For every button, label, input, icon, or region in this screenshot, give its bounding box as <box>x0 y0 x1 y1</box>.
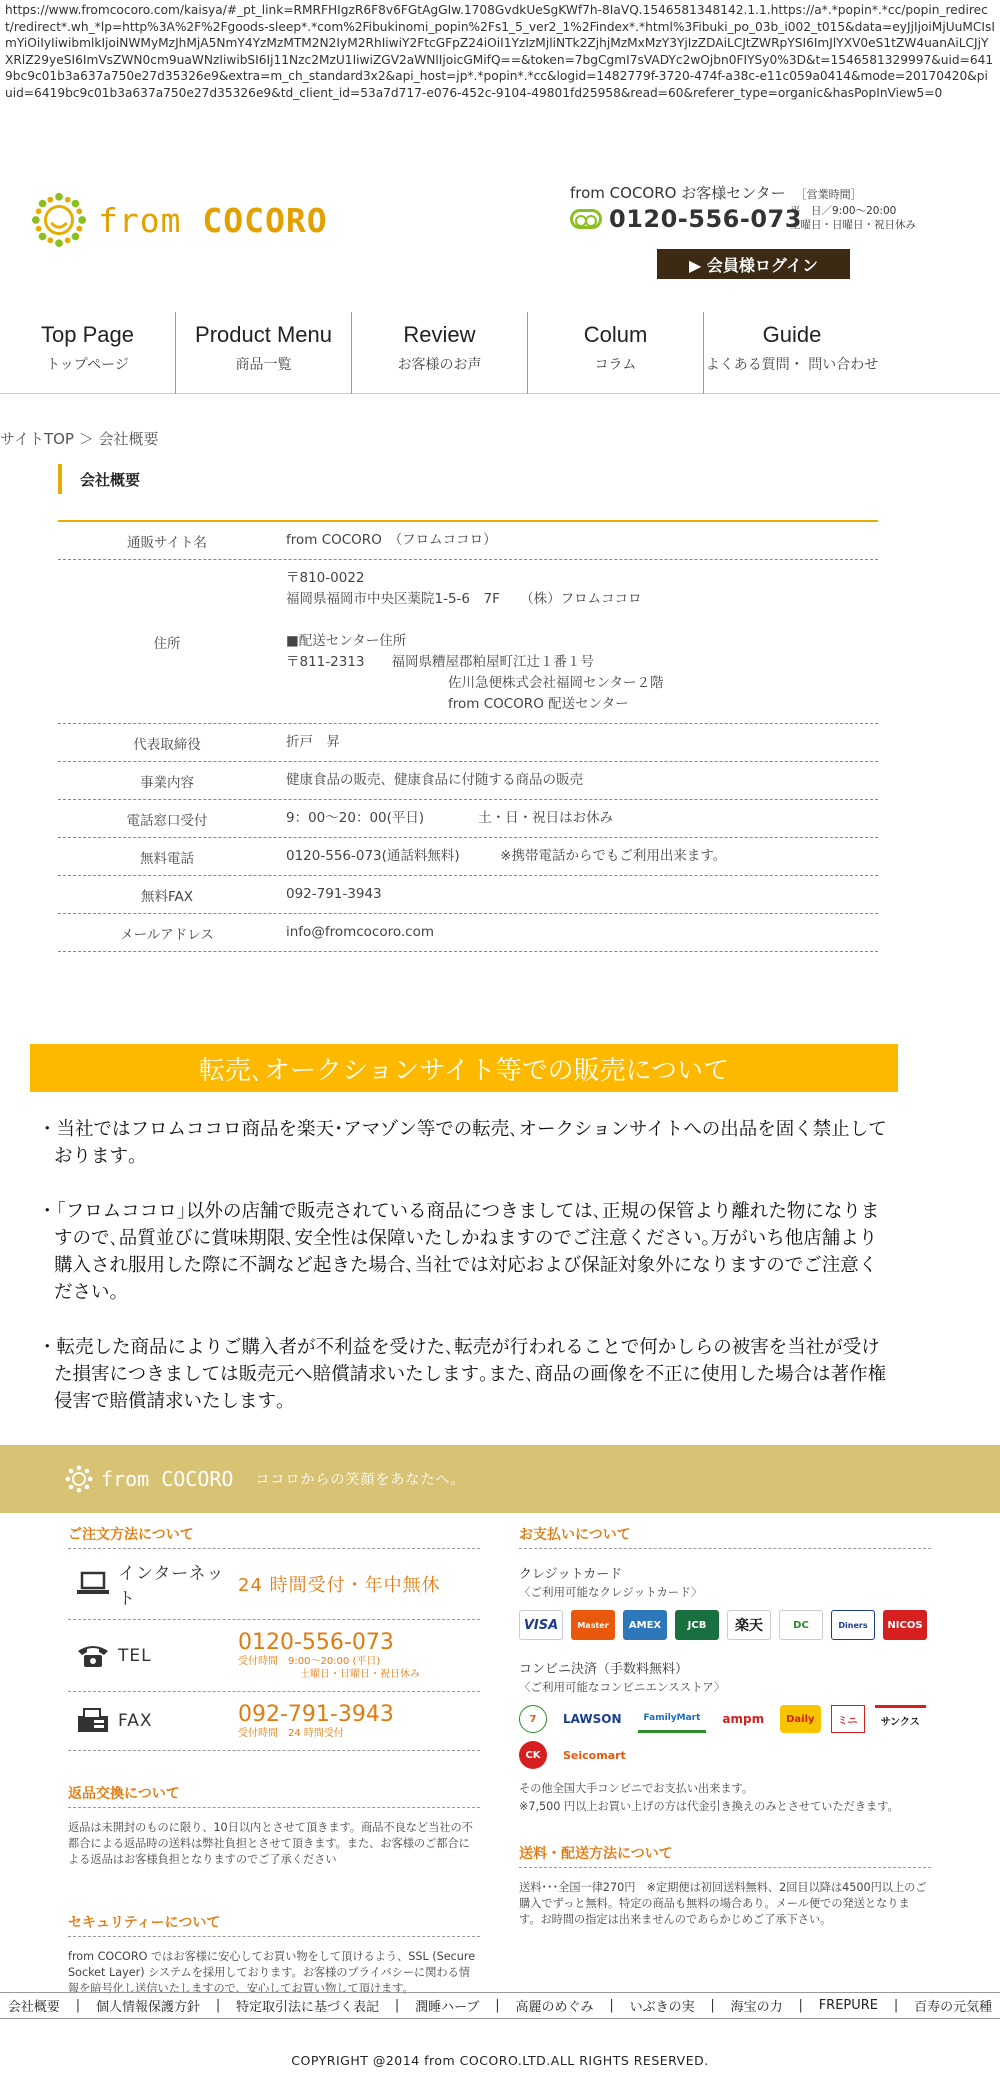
amex-card-icon: AMEX <box>623 1610 667 1640</box>
seven-eleven-icon: 7 <box>519 1705 547 1733</box>
ampm-icon: ampm <box>722 1712 765 1726</box>
nav-review[interactable]: Review お客様のお声 <box>352 312 528 394</box>
shipping-title: 送料・配送方法について <box>519 1843 931 1868</box>
customer-center-title: from COCORO お客様センター ［営業時間］ <box>570 184 862 202</box>
footer-band <box>0 1445 1000 1513</box>
order-fax[interactable]: FAX 092-791-3943 受付時間 24 時間受付 <box>68 1692 480 1751</box>
footer-link-kaiho[interactable]: 海宝の力 <box>730 2000 783 2015</box>
list-item: ・転売した商品によりご購入者が不利益を受けた､転売が行われることで何かしらの被害を当社が受けた損害につきましては販売元へ賠償請求いたします｡また､商品の画像を不正に使用した場合は著作権侵害で賠償請求いたします｡ <box>38 1337 887 1412</box>
list-item: ・当社ではフロムココロ商品を楽天･アマゾン等での転売､オークションサイトへの出品を固く禁止しております｡ <box>38 1119 887 1167</box>
credit-card-list <box>519 1610 931 1640</box>
rakuten-card-icon: 楽天 <box>727 1610 771 1640</box>
footer-link-tokutei[interactable]: 特定取引法に基づく表記 <box>236 2000 380 2015</box>
dc-card-icon: DC <box>779 1610 823 1640</box>
daily-yamazaki-icon: Daily <box>780 1705 820 1733</box>
familymart-icon: FamilyMart <box>638 1705 707 1733</box>
footer-link-frepure[interactable]: FREPURE <box>818 1998 879 2013</box>
member-login-button[interactable]: ▶ 会員様ログイン <box>657 249 850 279</box>
footer-link-junsui[interactable]: 潤睡ハーブ <box>415 2000 480 2015</box>
lawson-icon: LAWSON <box>563 1712 622 1726</box>
table-row: メールアドレス info@fromcocoro.com <box>58 914 878 952</box>
footer-link-korai[interactable]: 高麗のめぐみ <box>515 2000 594 2015</box>
flower-logo-icon <box>30 191 88 249</box>
list-item: ・｢フロムココロ｣以外の店舗で販売されている商品につきましては､正規の保管より離れた物になりますので､品質並びに賞味期限､安全性は保障いたしかねますのでご注意ください｡万がいち他店舗より購入され服用した際に不調など起きた場合､当社では対応および保証対象外になりますのでご注意ください｡ <box>38 1201 880 1303</box>
address-value: 〒810-0022 福岡県福岡市中央区薬院1-5-6 7F （株）フロムココロ ■配送センター住所 〒811-2313 福岡県糟屋郡粕屋町江辻１番１号 佐川急便株式会社福岡センター２階 from COCORO 配送センター <box>286 570 664 712</box>
jcb-card-icon: JCB <box>675 1610 719 1640</box>
footer-tagline: ココロからの笑顔をあなたへ。 <box>255 1472 466 1488</box>
shipping-text: 送料･･･全国一律270円 ※定期便は初回送料無料、2回目以降は4500円以上のご購入でずっと無料。特定の商品も無料の場合あり。メール便での発送となります。お時間の指定は出来ませんのであらかじめご了承下さい。 <box>519 1881 927 1926</box>
mastercard-icon: Master <box>571 1610 615 1640</box>
footer-right-column: お支払いについて クレジットカード 〈ご利用可能なクレジットカード〉 VISA Master AMEX JCB 楽天 DC Diners NICOS コンビニ決済（手数料無料） 〈ご利用可能なコンビニエンスストア〉 7 LAWSON FamilyMart ampm Daily ミニ サンクス CK Seicomart その他全国大手コンビニでお支払い出来ます。 ※7,500 円以上お買い上げの方は代金引き換えのみとさせていただきます。 送料・配送方法について 送料･･･全国一律270円 ※定期便は初回送料無料、2回目以降は4500円以上のご購入でずっと無料。特定の商品も無料の場合あり。メール便での発送となります。お時間の指定は出来ませんのであらかじめご了承下さい。 <box>519 1524 931 1928</box>
footer-link-ibuki[interactable]: いぶきの実 <box>629 2000 695 2015</box>
fax-icon <box>76 1708 110 1734</box>
resale-notice-banner: 転売､オークションサイト等での販売について <box>30 1044 898 1092</box>
header-hours: 平 日／9:00～20:00 土曜日・日曜日・祝日休み <box>790 205 916 231</box>
order-method-title: ご注文方法について <box>68 1524 480 1549</box>
free-dial-icon <box>570 209 602 229</box>
company-info-table <box>58 520 878 952</box>
table-row: 事業内容 健康食品の販売、健康食品に付随する商品の販売 <box>58 762 878 800</box>
circle-k-icon: CK <box>519 1741 547 1769</box>
seicomart-icon: Seicomart <box>563 1748 626 1762</box>
security-title: セキュリティーについて <box>68 1912 480 1937</box>
order-tel[interactable]: TEL 0120-556-073 受付時間 9:00～20:00 (平日) 土曜日・日曜日・祝日休み <box>68 1620 480 1692</box>
fax-number: 092-791-3943 <box>238 1702 394 1727</box>
footer-left-column <box>68 1524 480 1997</box>
convenience-store-list <box>519 1705 931 1769</box>
breadcrumb-current: 会社概要 <box>98 430 159 448</box>
footer-link-privacy[interactable]: 個人情報保護方針 <box>95 2000 200 2015</box>
tel-number: 0120-556-073 <box>238 1630 394 1655</box>
table-row: 通販サイト名 from COCORO （フロムココロ） <box>58 522 878 560</box>
main-nav <box>0 312 1000 394</box>
footer-logo-text: from COCORO <box>101 1467 234 1491</box>
footer-link-company[interactable]: 会社概要 <box>7 2000 60 2015</box>
diners-card-icon: Diners <box>831 1610 875 1640</box>
ministop-icon: ミニ <box>831 1705 865 1733</box>
table-row: 電話窓口受付 9：00～20：00(平日) 土・日・祝日はお休み <box>58 800 878 838</box>
laptop-icon <box>76 1571 110 1597</box>
security-text: from COCORO ではお客様に安心してお買い物をして頂けるよう、SSL (Secure Socket Layer) システムを採用しております。お客様のプライバシーに関わる情報を暗号化し送信いたしますので、安心してお買い物して頂けます。 <box>68 1950 476 1995</box>
payment-title: お支払いについて <box>519 1524 931 1549</box>
url-text: https://www.fromcocoro.com/kaisya/#_pt_link=RMRFHIgzR6F8v6FGtAgGIw.1708GvdkUeSgKWf7h-8IaVQ.1546581348142.1.1.https://a*.*popin*.*cc/popin_redirect/redirect*.wh_*lp=http%3A%2F%2Fgoods-sleep*.*com%2Fibukinomi_popin%2Fs1_5_ver2_1%2Findex*.*html%3Fibuki_po_03b_i002_t015&data=eyJjIjoiMjUuMCIsImYiOiIyIiwibmlkIjoiNWMyMzJhMjA5NmY4YzMzMTM2N2IyM2RhIiwiY2FtcGFpZ24iOiI1YzIzMjliNTk2ZjhjMzMxMzY3YjIzZDAiLCJtZWRpYSI6ImJlYXV0eS1tZW4uanAiLCJjYXRlZ29yeSI6ImVsZWN0cm9uaWNzIiwibSI6Ij11Nzc2MzU1IiwiZGV2aWNlIjoicGMifQ==&token=7bgCgmI7sVADYc2wOjbn0FIYSy0%3D&t=1546581329997&uid=6419bc9c01b3a637a750e27d35326e9&extra=m_ch_standard3x2&api_host=jp*.*popin*.*cc&logid=1482779f-3720-474f-a38c-e11c059a0414&mode=20170420&piuid=6419bc9c01b3a637a750e27d35326e9&td_client_id=53a7d717-e076-452c-9104-49801fd25958&read=60&referer_type=organic&hasPopInView5=0 <box>5 3 995 100</box>
table-row: 代表取締役 折戸 昇 <box>58 724 878 762</box>
nicos-card-icon: NICOS <box>883 1610 927 1640</box>
visa-card-icon: VISA <box>519 1610 563 1640</box>
nav-product-menu[interactable]: Product Menu 商品一覧 <box>176 312 352 394</box>
footer-nav: 会社概要 | 個人情報保護方針 | 特定取引法に基づく表記 | 潤睡ハーブ | 高麗のめぐみ | いぶきの実 | 海宝の力 | FREPURE | 百寿の元気種 <box>0 1992 1000 2019</box>
nav-colum[interactable]: Colum コラム <box>528 312 704 394</box>
table-row: 無料FAX 092-791-3943 <box>58 876 878 914</box>
page-title: 会社概要 <box>58 464 140 494</box>
logo-text: from COCORO <box>98 200 328 240</box>
breadcrumb: サイトTOP ＞ 会社概要 <box>0 430 159 448</box>
resale-notice-list <box>38 1116 888 1443</box>
return-policy-text: 返品は未開封のものに限り、10日以内とさせて頂きます。商品不良など当社の不都合による返品時の送料は弊社負担とさせて頂きます。また、お客様のご都合による返品はお客様負担となりますのでご了承ください <box>68 1821 473 1866</box>
header-phone-number: 0120-556-073 <box>609 205 802 233</box>
copyright: COPYRIGHT @2014 from COCORO.LTD.ALL RIGHTS RESERVED. <box>291 2053 709 2068</box>
nav-guide[interactable]: Guide よくある質問・ 問い合わせ <box>705 322 879 373</box>
nav-top-page[interactable]: Top Page トップページ <box>0 312 176 394</box>
order-internet[interactable]: インターネット 24 時間受付・年中無休 <box>68 1549 480 1620</box>
sunkus-icon: サンクス <box>875 1705 926 1733</box>
email-link[interactable]: info@fromcocoro.com <box>286 924 434 940</box>
table-row: 住所 〒810-0022 福岡県福岡市中央区薬院1-5-6 7F （株）フロムココロ ■配送センター住所 〒811-2313 福岡県糟屋郡粕屋町江辻１番１号 佐川急便株式会社福岡センター２階 from COCORO 配送センター <box>58 560 878 724</box>
table-row: 無料電話 0120-556-073(通話料無料) ※携帯電話からでもご利用出来ます。 <box>58 838 878 876</box>
site-logo[interactable] <box>30 190 375 250</box>
header-phone[interactable] <box>570 205 802 233</box>
breadcrumb-home-link[interactable]: サイトTOP <box>0 430 74 448</box>
footer-link-hyakuju[interactable]: 百寿の元気種 <box>914 2000 993 2015</box>
return-policy-title: 返品交換について <box>68 1783 480 1808</box>
telephone-icon <box>76 1643 110 1669</box>
footer-flower-logo-icon <box>65 1465 93 1493</box>
